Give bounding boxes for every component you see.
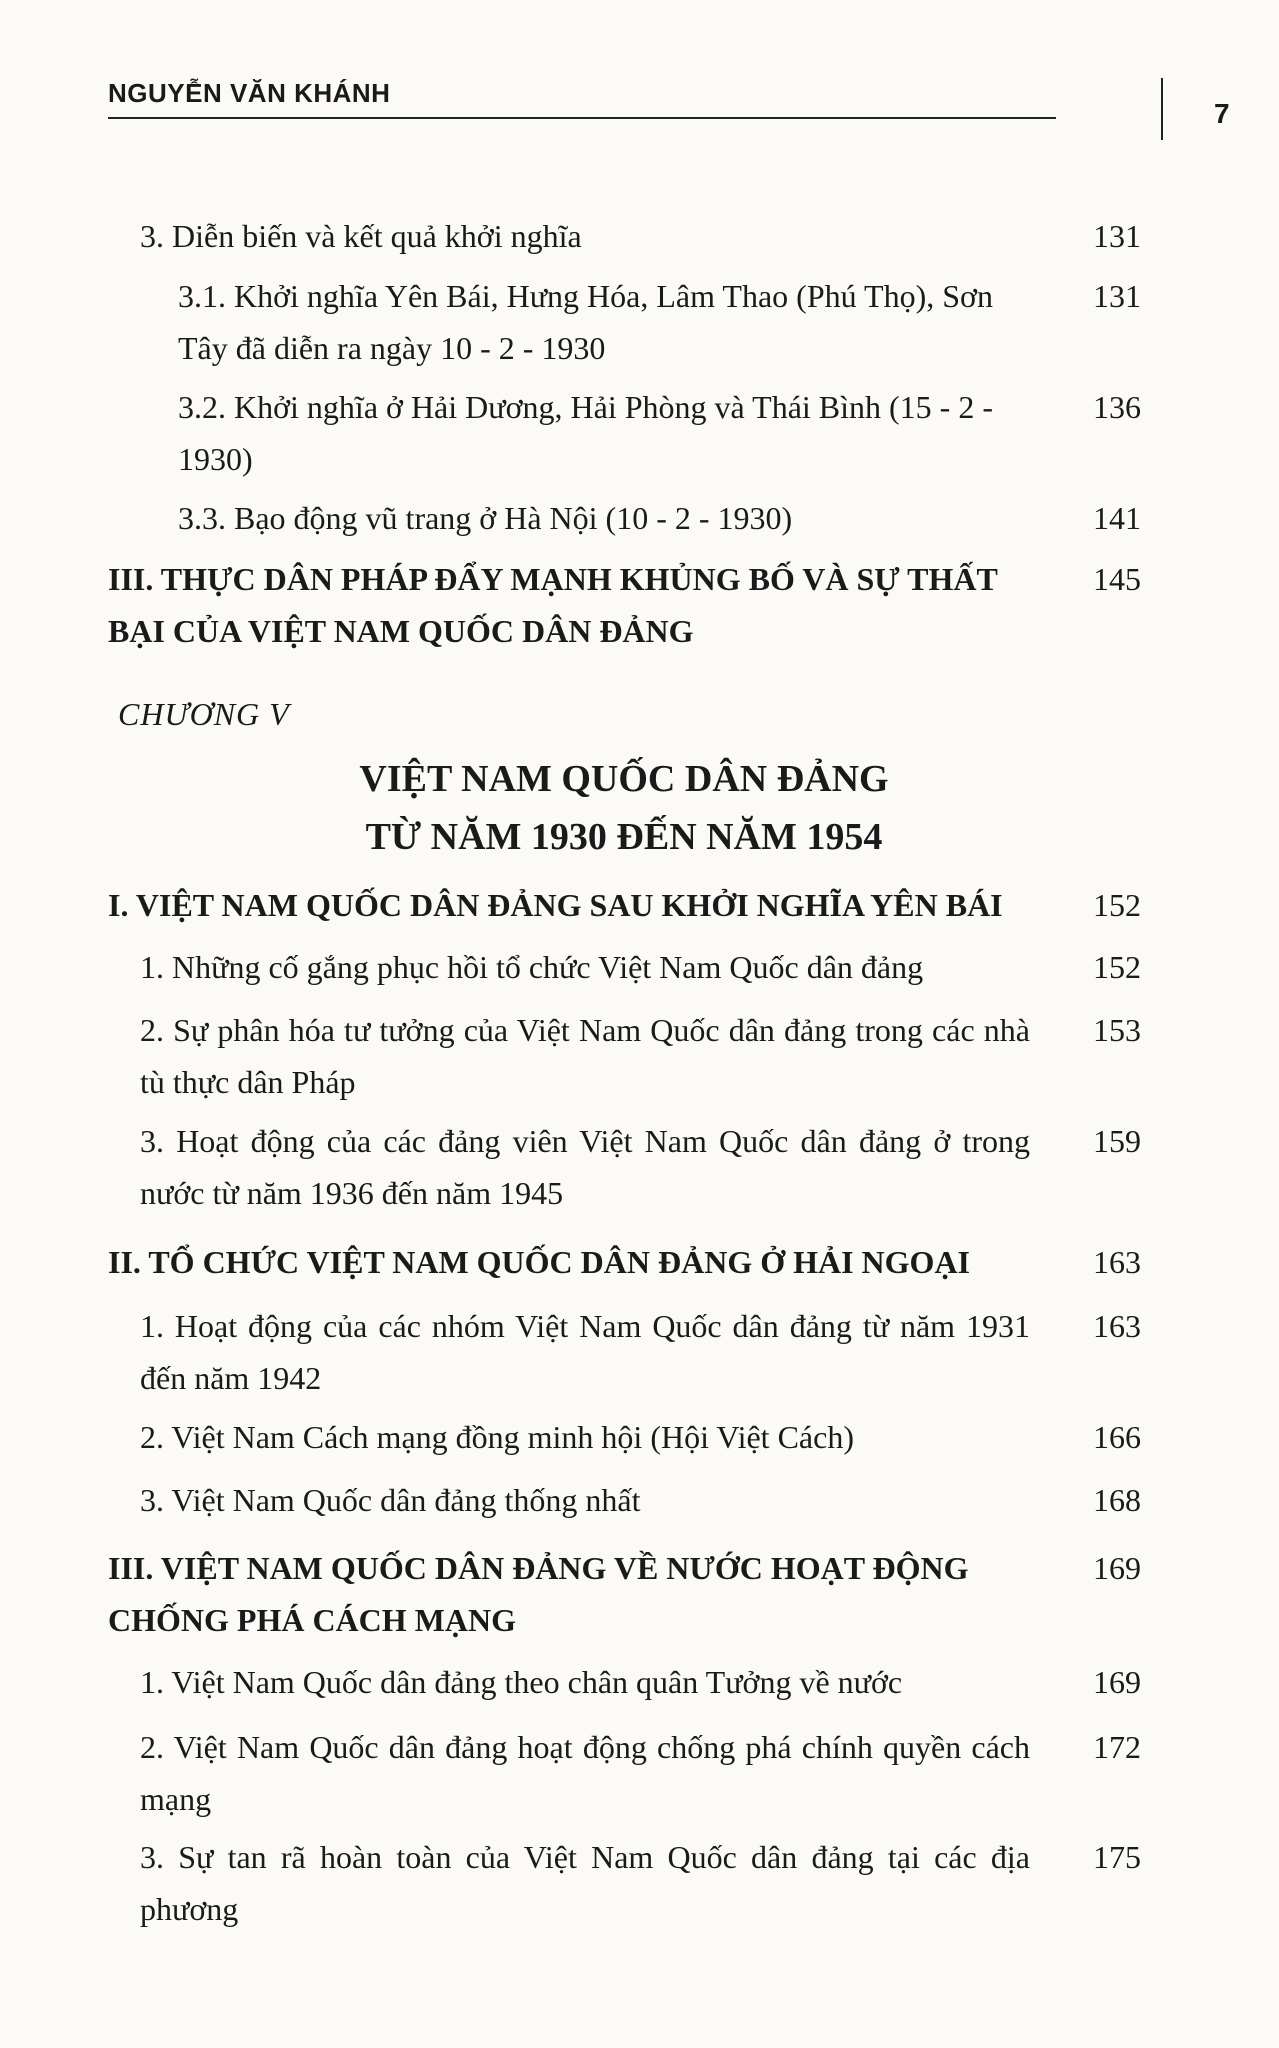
toc-entry — [140, 1721, 1140, 1825]
toc-section-heading — [108, 1236, 1140, 1288]
toc-entry-page: 163 — [1093, 1244, 1141, 1280]
toc-entry — [140, 941, 1140, 993]
toc-section-heading — [108, 879, 1140, 931]
toc-entry-page: 163 — [1093, 1308, 1141, 1344]
toc-entry — [140, 1115, 1140, 1219]
toc-entry — [140, 1300, 1140, 1404]
running-head: NGUYỄN VĂN KHÁNH — [108, 78, 391, 108]
toc-entry — [140, 210, 1140, 262]
toc-entry-text: II. TỔ CHỨC VIỆT NAM QUỐC DÂN ĐẢNG Ở HẢI NGOẠI — [108, 1244, 970, 1280]
toc-entry-text: 2. Việt Nam Quốc dân đảng hoạt động chống phá chính quyền cách mạng — [140, 1729, 1030, 1817]
page-number: 7 — [1214, 98, 1230, 129]
toc-entry-text: 3. Việt Nam Quốc dân đảng thống nhất — [140, 1482, 641, 1518]
toc-entry-text: 1. Việt Nam Quốc dân đảng theo chân quân Tưởng về nước — [140, 1664, 903, 1700]
toc-entry-text: III. VIỆT NAM QUỐC DÂN ĐẢNG VỀ NƯỚC HOẠT ĐỘNG CHỐNG PHÁ CÁCH MẠNG — [108, 1550, 969, 1638]
toc-entry — [140, 1474, 1140, 1526]
chapter-title — [108, 750, 1140, 866]
toc-entry — [178, 381, 1140, 485]
toc-entry — [140, 1004, 1140, 1108]
toc-entry — [178, 492, 1140, 544]
toc-entry-text: 2. Sự phân hóa tư tưởng của Việt Nam Quốc dân đảng trong các nhà tù thực dân Pháp — [140, 1012, 1030, 1100]
toc-entry — [140, 1831, 1140, 1935]
toc-entry-page: 131 — [1093, 218, 1141, 254]
toc-section-heading — [108, 553, 1140, 657]
toc-entry-page: 136 — [1093, 389, 1141, 425]
toc-section-heading — [108, 1542, 1140, 1646]
toc-entry-page: 159 — [1093, 1123, 1141, 1159]
toc-entry-text: 3.1. Khởi nghĩa Yên Bái, Hưng Hóa, Lâm Thao (Phú Thọ), Sơn Tây đã diễn ra ngày 10 - 2 - 1930 — [178, 278, 993, 366]
chapter-title-line-1: VIỆT NAM QUỐC DÂN ĐẢNG — [359, 758, 889, 800]
toc-entry-page: 131 — [1093, 278, 1141, 314]
toc-entry-text: 3.2. Khởi nghĩa ở Hải Dương, Hải Phòng và Thái Bình (15 - 2 - 1930) — [178, 389, 993, 477]
toc-entry — [140, 1411, 1140, 1463]
toc-entry-text: 3. Hoạt động của các đảng viên Việt Nam Quốc dân đảng ở trong nước từ năm 1936 đến năm 1945 — [140, 1123, 1030, 1211]
header-rule — [108, 117, 1056, 119]
toc-entry-page: 166 — [1093, 1419, 1141, 1455]
toc-entry-page: 145 — [1093, 561, 1141, 597]
toc-entry-text: I. VIỆT NAM QUỐC DÂN ĐẢNG SAU KHỞI NGHĨA YÊN BÁI — [108, 887, 1003, 923]
toc-entry-page: 172 — [1093, 1729, 1141, 1765]
header-vertical-bar — [1161, 78, 1163, 140]
toc-entry-page: 152 — [1093, 887, 1141, 923]
toc-entry-page: 169 — [1093, 1550, 1141, 1586]
toc-entry-page: 169 — [1093, 1664, 1141, 1700]
toc-entry — [140, 1656, 1140, 1708]
toc-entry-page: 175 — [1093, 1839, 1141, 1875]
chapter-label: CHƯƠNG V — [118, 696, 290, 732]
toc-entry-page: 141 — [1093, 500, 1141, 536]
toc-entry-text: 2. Việt Nam Cách mạng đồng minh hội (Hội Việt Cách) — [140, 1419, 854, 1455]
toc-entry-text: 3. Sự tan rã hoàn toàn của Việt Nam Quốc dân đảng tại các địa phương — [140, 1839, 1030, 1927]
toc-entry-text: 1. Những cố gắng phục hồi tổ chức Việt Nam Quốc dân đảng — [140, 949, 924, 985]
toc-entry-text: III. THỰC DÂN PHÁP ĐẨY MẠNH KHỦNG BỐ VÀ SỰ THẤT BẠI CỦA VIỆT NAM QUỐC DÂN ĐẢNG — [108, 561, 998, 649]
toc-entry-text: 3. Diễn biến và kết quả khởi nghĩa — [140, 218, 582, 254]
toc-entry — [178, 270, 1140, 374]
toc-entry-page: 168 — [1093, 1482, 1141, 1518]
toc-entry-page: 152 — [1093, 949, 1141, 985]
toc-entry-text: 3.3. Bạo động vũ trang ở Hà Nội (10 - 2 - 1930) — [178, 500, 793, 536]
toc-entry-text: 1. Hoạt động của các nhóm Việt Nam Quốc dân đảng từ năm 1931 đến năm 1942 — [140, 1308, 1030, 1396]
toc-entry-page: 153 — [1093, 1012, 1141, 1048]
chapter-title-line-2: TỪ NĂM 1930 ĐẾN NĂM 1954 — [365, 816, 883, 858]
